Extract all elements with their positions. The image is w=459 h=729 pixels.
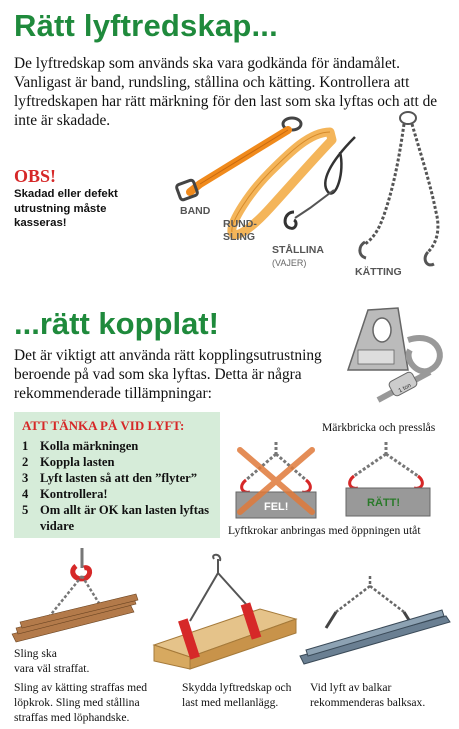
checklist-item: 1 Kolla märkningen [22,439,139,453]
caption-left: Sling av kätting straffas med löpkrok. Sling med stållina straffas med löphandske. [14,681,148,724]
caption-mid: Skydda lyftredskap och last med mellanlägg. [182,681,292,709]
checklist [22,438,212,534]
section-title: ...rätt kopplat! [14,306,219,341]
intro2-text: Det är viktigt att använda rätt kopplingsutrustning beroende på vad som ska lyftas. Detta är några rekommenderade tillämpningar: [14,347,322,402]
hook-illustration [226,440,448,520]
obs-title: OBS! [14,166,57,186]
label-band: BAND [180,205,211,217]
sling-pipes-illustration [10,548,150,643]
checklist-title: ATT TÄNKA PÅ VID LYFT: [22,418,185,433]
sling-caption-1: Sling ska [14,647,57,660]
tag-caption: Märkbricka och presslås [322,421,436,434]
beam-illustration [296,572,456,667]
equipment-illustration [170,112,459,282]
intro-text: De lyftredskap som används ska vara godkända för ändamålet. Vanligast är band, rundsling, stållina och kätting. Kontrollera att lyftredskapen har rätt märkning för den last som ska lyftas och att de inte är skadade. [14,55,438,129]
obs-text: Skadad eller defekt utrustning måste kasseras! [14,188,118,229]
label-katting: KÄTTING [355,266,402,278]
checklist-item: 3 Lyft lasten så att den ”flyter” [22,471,198,485]
label-vajer: (VAJER) [272,258,307,268]
label-rundsling-2: SLING [223,231,256,243]
tag-illustration [338,300,450,418]
ratt-label: RÄTT! [367,497,400,509]
label-rundsling-1: RUND- [223,218,257,230]
fel-label: FEL! [264,501,289,513]
tag-text: 1 ton [397,382,413,395]
caption-right: Vid lyft av balkar rekommenderas balksax. [310,681,426,709]
checklist-box [14,412,220,538]
timber-illustration [150,553,300,668]
checklist-item: 5 Om allt är OK kan lasten lyftas vidare [22,503,210,533]
checklist-item: 4 Kontrollera! [22,487,108,501]
hook-caption: Lyftkrokar anbringas med öppningen utåt [228,524,421,537]
label-stallina: STÅLLINA [272,244,324,256]
katting-icon [360,112,438,265]
sling-caption-2: vara väl straffat. [14,662,90,675]
page-title: Rätt lyftredskap... [14,8,278,43]
checklist-item: 2 Koppla lasten [22,455,115,469]
